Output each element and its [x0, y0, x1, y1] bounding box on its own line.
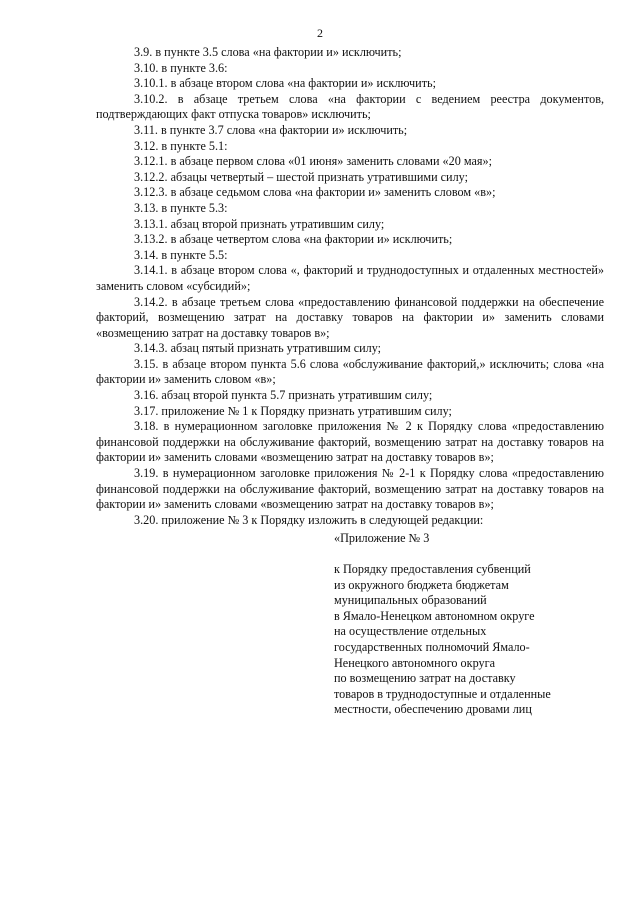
amendments-list: [96, 45, 604, 528]
paragraph: 3.10. в пункте 3.6:: [134, 60, 228, 75]
paragraph: 3.12.2. абзацы четвертый – шестой признать утратившими силу;: [134, 169, 468, 184]
appendix-line: товаров в труднодоступные и отдаленные: [334, 686, 551, 701]
appendix-title: «Приложение № 3: [334, 531, 430, 545]
paragraph: 3.13. в пункте 5.3:: [134, 200, 228, 215]
paragraph: 3.14.2. в абзаце третьем слова «предоставлению финансовой поддержки на обеспечение факторий, возмещению затрат на доставку товаров на фактории и» заменить словами «возмещению затрат на доставку товаров в»;: [96, 294, 604, 340]
appendix-line: из окружного бюджета бюджетам: [334, 577, 509, 592]
paragraph: 3.9. в пункте 3.5 слова «на фактории и» исключить;: [134, 45, 402, 59]
paragraph: 3.15. в абзаце втором пункта 5.6 слова «обслуживание факторий,» исключить; слова «на фактории и» заменить словом «в»;: [96, 356, 604, 387]
appendix-subtitle: [334, 562, 551, 718]
appendix-line: к Порядку предоставления субвенций: [334, 562, 531, 576]
page-number: 2: [317, 26, 323, 40]
appendix-line: по возмещению затрат на доставку: [334, 671, 516, 686]
paragraph: 3.13.2. в абзаце четвертом слова «на фактории и» исключить;: [134, 232, 453, 247]
paragraph: 3.14.1. в абзаце втором слова «, факторий и труднодоступных и отдаленных местностей» заменить словом «субсидий»;: [96, 263, 604, 293]
paragraph: 3.12.3. в абзаце седьмом слова «на фактории и» заменить словом «в»;: [134, 185, 496, 200]
appendix-line: государственных полномочий Ямало-: [334, 639, 530, 654]
paragraph: 3.17. приложение № 1 к Порядку признать утратившим силу;: [134, 403, 452, 418]
paragraph: 3.10.1. в абзаце втором слова «на фактории и» исключить;: [134, 76, 436, 91]
paragraph: 3.14. в пункте 5.5:: [134, 247, 228, 262]
paragraph: 3.20. приложение № 3 к Порядку изложить в следующей редакции:: [134, 512, 484, 527]
paragraph: 3.16. абзац второй пункта 5.7 признать утратившим силу;: [134, 388, 433, 403]
appendix-line: на осуществление отдельных: [334, 624, 487, 639]
paragraph: 3.12.1. в абзаце первом слова «01 июня» заменить словами «20 мая»;: [134, 154, 492, 169]
appendix-line: местности, обеспечению дровами лиц: [334, 702, 532, 717]
appendix-line: в Ямало-Ненецком автономном округе: [334, 608, 535, 623]
paragraph: 3.12. в пункте 5.1:: [134, 138, 228, 153]
paragraph: 3.11. в пункте 3.7 слова «на фактории и» исключить;: [134, 122, 408, 137]
paragraph: 3.13.1. абзац второй признать утратившим силу;: [134, 216, 385, 231]
paragraph: 3.14.3. абзац пятый признать утратившим силу;: [134, 341, 382, 356]
paragraph: 3.18. в нумерационном заголовке приложения № 2 к Порядку слова «предоставлению финансовой поддержки на обслуживание факторий, возмещению затрат на доставку товаров на фактории и» заменить словами «возмещению затрат на доставку товаров в»;: [96, 419, 604, 465]
paragraph: 3.10.2. в абзаце третьем слова «на фактории с ведением реестра документов, подтверждающих факт отпуска товаров» исключить;: [96, 91, 604, 122]
paragraph: 3.19. в нумерационном заголовке приложения № 2-1 к Порядку слова «предоставлению финансовой поддержки на обслуживание факторий, возмещению затрат на доставку товаров на фактории и» заменить словами «возмещению затрат на доставку товаров в»;: [96, 466, 604, 512]
appendix-line: муниципальных образований: [334, 593, 487, 608]
appendix-line: Ненецкого автономного округа: [334, 655, 496, 670]
